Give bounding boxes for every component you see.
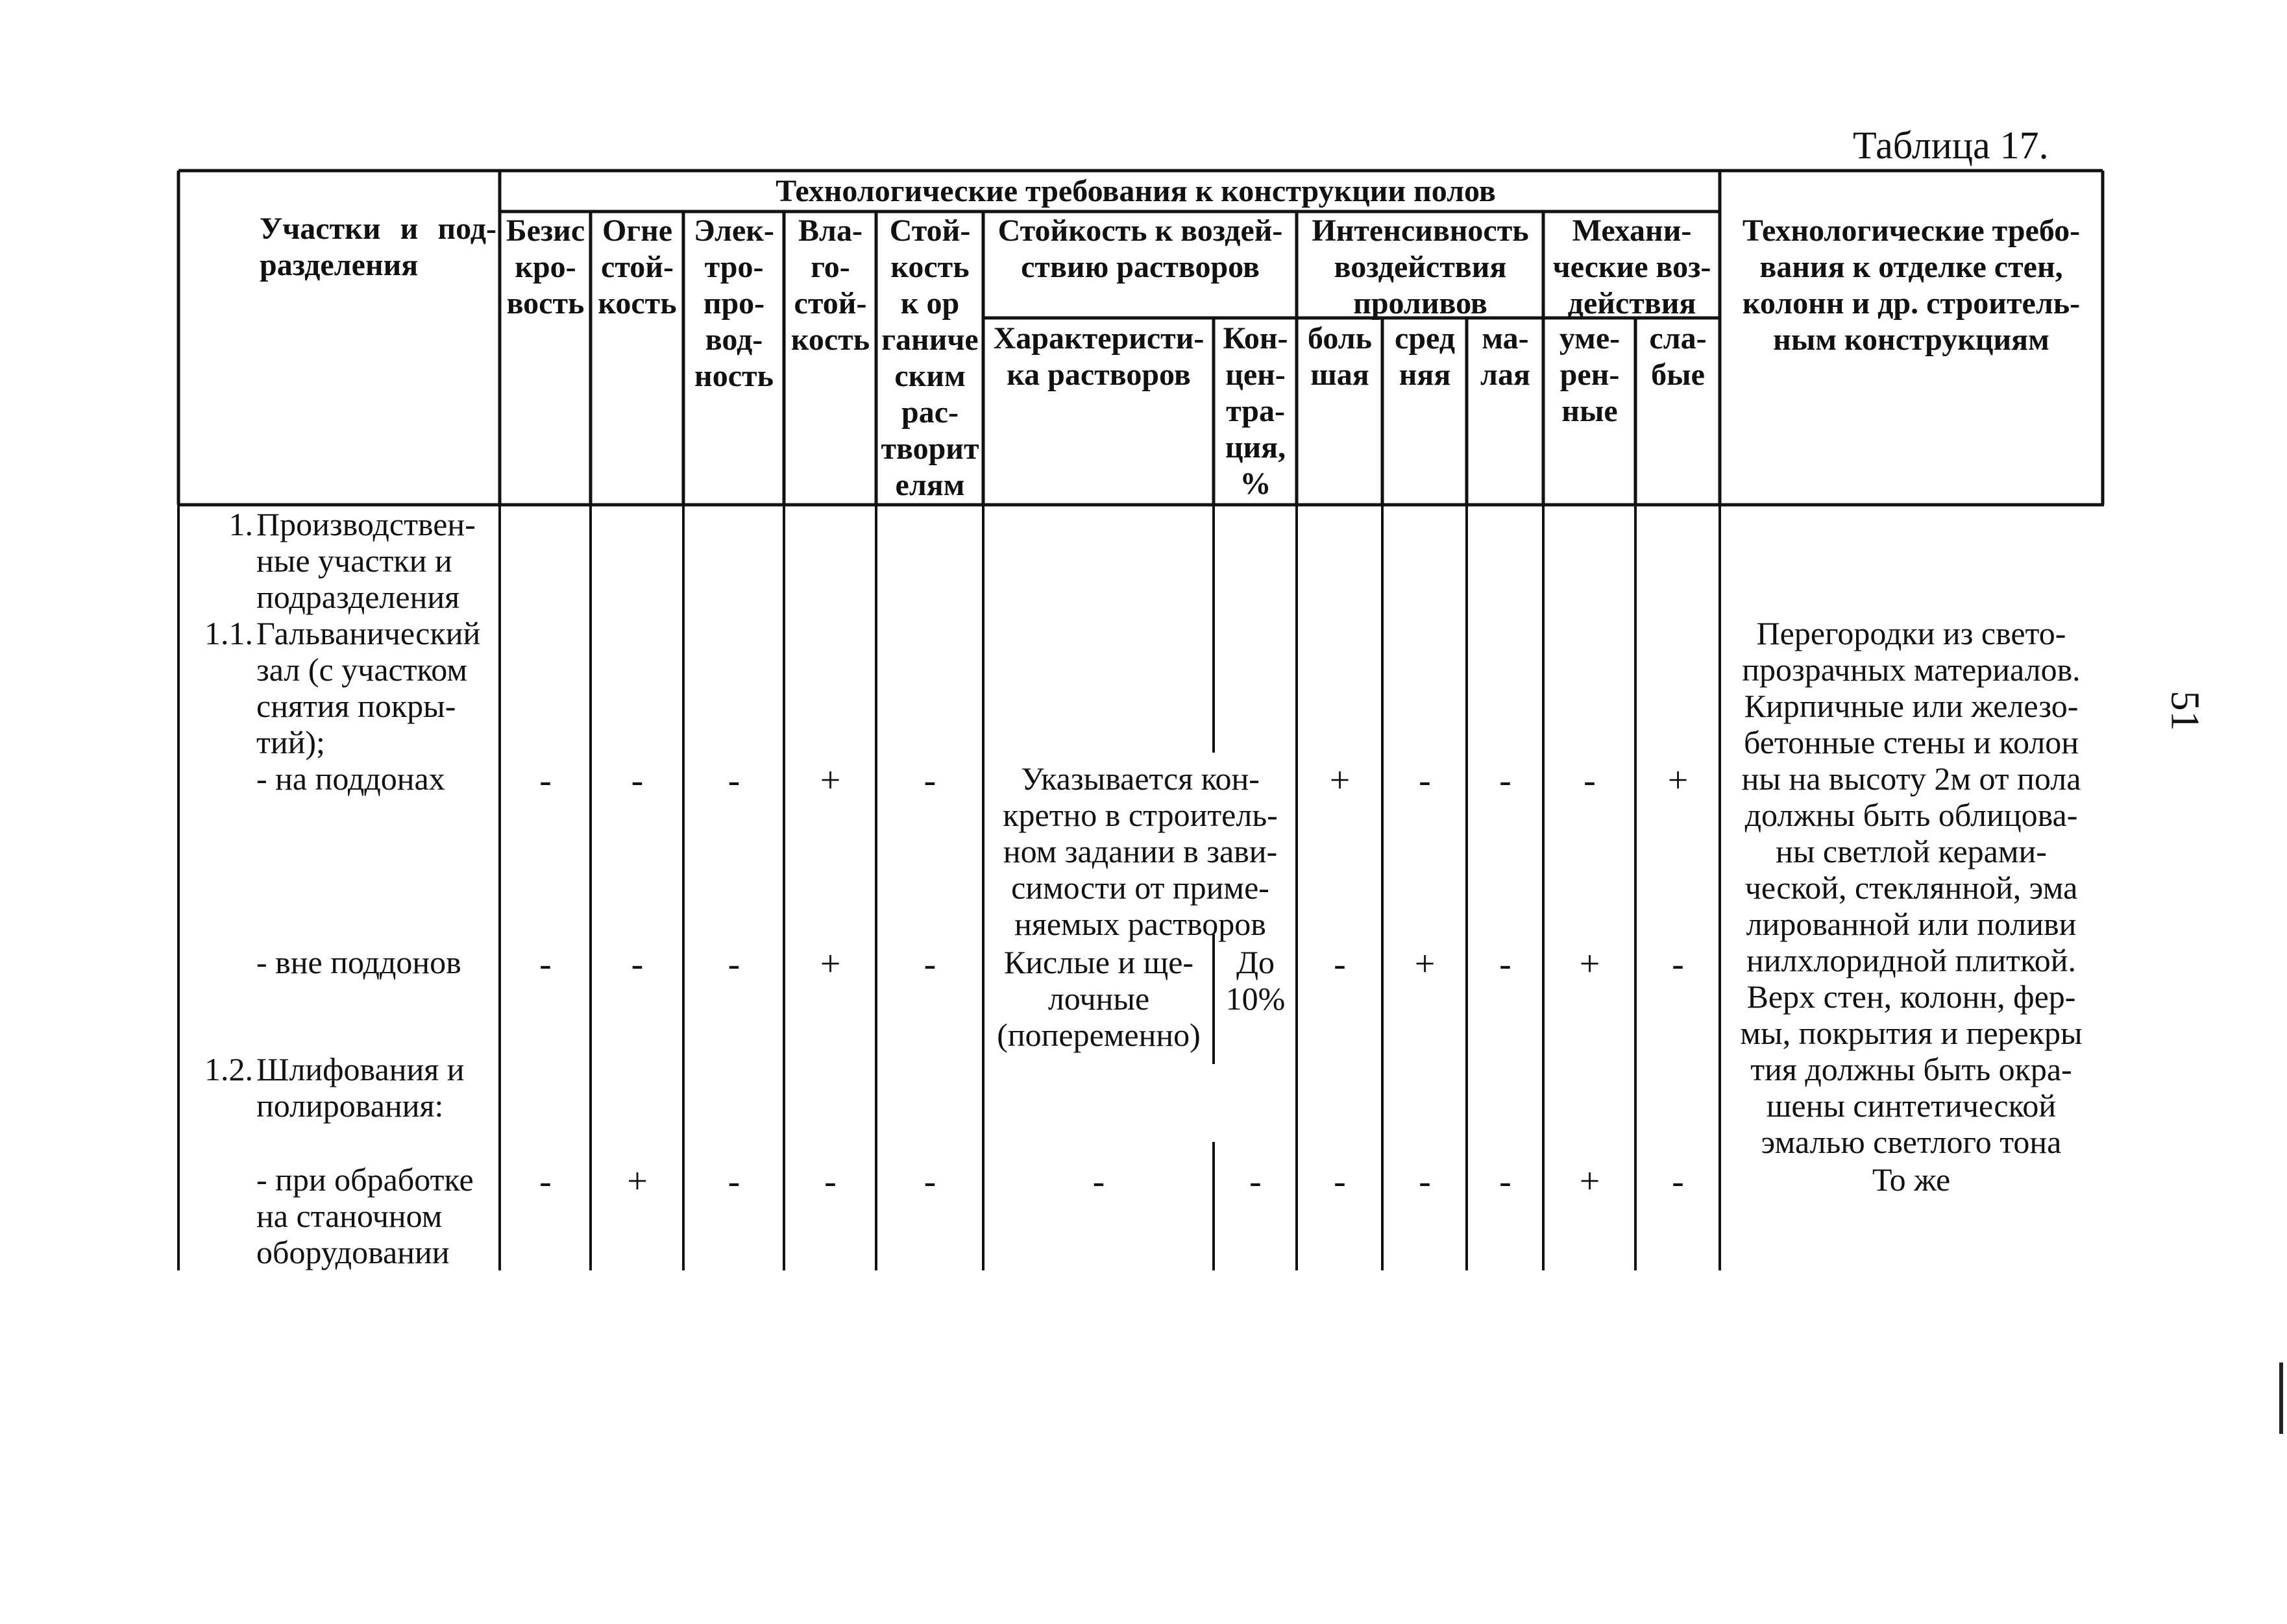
- on-pallets-mech-moderate: -: [1584, 760, 1596, 801]
- machining-moisture: -: [824, 1161, 837, 1202]
- off-pallets-solution-characteristic: Кислые и ще- лочные (попеременно): [997, 944, 1201, 1053]
- section-1-1-number: 1.1.: [204, 615, 253, 651]
- on-pallets-organic: -: [923, 760, 936, 801]
- header-solution-resistance: Стойкость к воздей- ствию растворов: [997, 213, 1283, 284]
- header-concentration: Кон- цен- тра- ция, %: [1223, 321, 1288, 501]
- machining-conductivity: -: [728, 1161, 740, 1202]
- machining-spill-small: -: [1499, 1161, 1511, 1202]
- header-sections: Участки и под- разделения: [260, 212, 496, 282]
- machining-dustless: -: [539, 1161, 552, 1202]
- header-organic-solvents: Стой- кость к ор ганиче ским рас- творит елям: [881, 213, 979, 502]
- off-pallets-conductivity: -: [728, 944, 740, 984]
- off-pallets-mech-weak: -: [1672, 944, 1684, 984]
- machining-spill-medium: -: [1419, 1161, 1431, 1202]
- off-pallets-spill-small: -: [1499, 944, 1511, 984]
- header-conductivity: Элек- тро- про- вод- ность: [694, 213, 774, 393]
- machining-mech-moderate: +: [1579, 1161, 1600, 1202]
- on-pallets-spill-small: -: [1499, 760, 1511, 801]
- header-moisture: Вла- го- стой- кость: [790, 213, 870, 357]
- section-1-2-number: 1.2.: [204, 1051, 253, 1087]
- off-pallets-mech-moderate: +: [1579, 944, 1600, 984]
- on-pallets-conductivity: -: [728, 760, 740, 801]
- section-1-2-title: Шлифования и полирования:: [256, 1051, 465, 1124]
- machining-concentration: -: [1249, 1161, 1262, 1202]
- off-pallets-dustless: -: [539, 944, 552, 984]
- row-machining-label: - при обработке на станочном оборудовании: [256, 1161, 474, 1270]
- header-spill-intensity: Интенсивность воздействия проливов: [1312, 213, 1529, 321]
- on-pallets-spill-medium: -: [1419, 760, 1431, 801]
- header-spill-small: ма- лая: [1480, 321, 1530, 392]
- header-group-floor-requirements: Технологические требования к конструкции полов: [776, 174, 1496, 208]
- machining-solution-characteristic: -: [1092, 1161, 1105, 1202]
- on-pallets-moisture: +: [820, 760, 841, 801]
- on-pallets-fireproof: -: [631, 760, 644, 801]
- off-pallets-concentration: До 10%: [1225, 944, 1286, 1017]
- machining-fireproof: +: [627, 1161, 648, 1202]
- table-caption: Таблица 17.: [1853, 124, 2049, 167]
- section-1-title: Производствен- ные участки и подразделения: [256, 506, 476, 615]
- header-mechanical: Механи- ческие воз- действия: [1552, 213, 1711, 321]
- row-on-pallets-label: - на поддонах: [256, 760, 445, 797]
- page-number: 51: [2162, 690, 2207, 731]
- header-mech-weak: сла- бые: [1649, 321, 1707, 392]
- row-off-pallets-label: - вне поддонов: [256, 944, 461, 980]
- header-solution-characteristic: Характеристи- ка растворов: [993, 321, 1205, 392]
- header-dustless: Безис кро- вость: [506, 213, 585, 321]
- header-spill-medium: сред няя: [1395, 321, 1455, 392]
- off-pallets-moisture: +: [820, 944, 841, 984]
- section-1-1-title: Гальванический зал (с участком снятия покры- тий);: [256, 615, 481, 760]
- header-wall-finish: Технологические требо- вания к отделке стен, колонн и др. строитель- ным конструкциям: [1742, 213, 2081, 357]
- machining-spill-large: -: [1334, 1161, 1346, 1202]
- machining-organic: -: [923, 1161, 936, 1202]
- header-fireproof: Огне стой- кость: [598, 213, 677, 321]
- solution-note-merged: Указывается кон- кретно в строитель- ном задании в зави- симости от приме- няемых растворов: [1003, 760, 1278, 942]
- on-pallets-mech-weak: +: [1667, 760, 1689, 801]
- wall-finish-same: То же: [1872, 1161, 1951, 1198]
- machining-mech-weak: -: [1672, 1161, 1684, 1202]
- header-spill-large: боль шая: [1307, 321, 1373, 392]
- header-mech-moderate: уме- рен- ные: [1559, 321, 1620, 428]
- on-pallets-dustless: -: [539, 760, 552, 801]
- off-pallets-organic: -: [923, 944, 936, 984]
- on-pallets-spill-large: +: [1329, 760, 1351, 801]
- off-pallets-fireproof: -: [631, 944, 644, 984]
- off-pallets-spill-medium: +: [1414, 944, 1436, 984]
- off-pallets-spill-large: -: [1334, 944, 1346, 984]
- section-1-number: 1.: [228, 506, 253, 542]
- wall-finish-requirements: Перегородки из свето- прозрачных материалов. Кирпичные или железо- бетонные стены и колон ны на высоту 2м от пола должны быть облицова- ны светлой керами- ческой, стеклянной, эма лированной или поливи нилхлоридной плиткой. Верх стен, колонн, фер- мы, покрытия и перекры тия должны быть окра- шены синтетической эмалью светлого тона: [1740, 615, 2083, 1160]
